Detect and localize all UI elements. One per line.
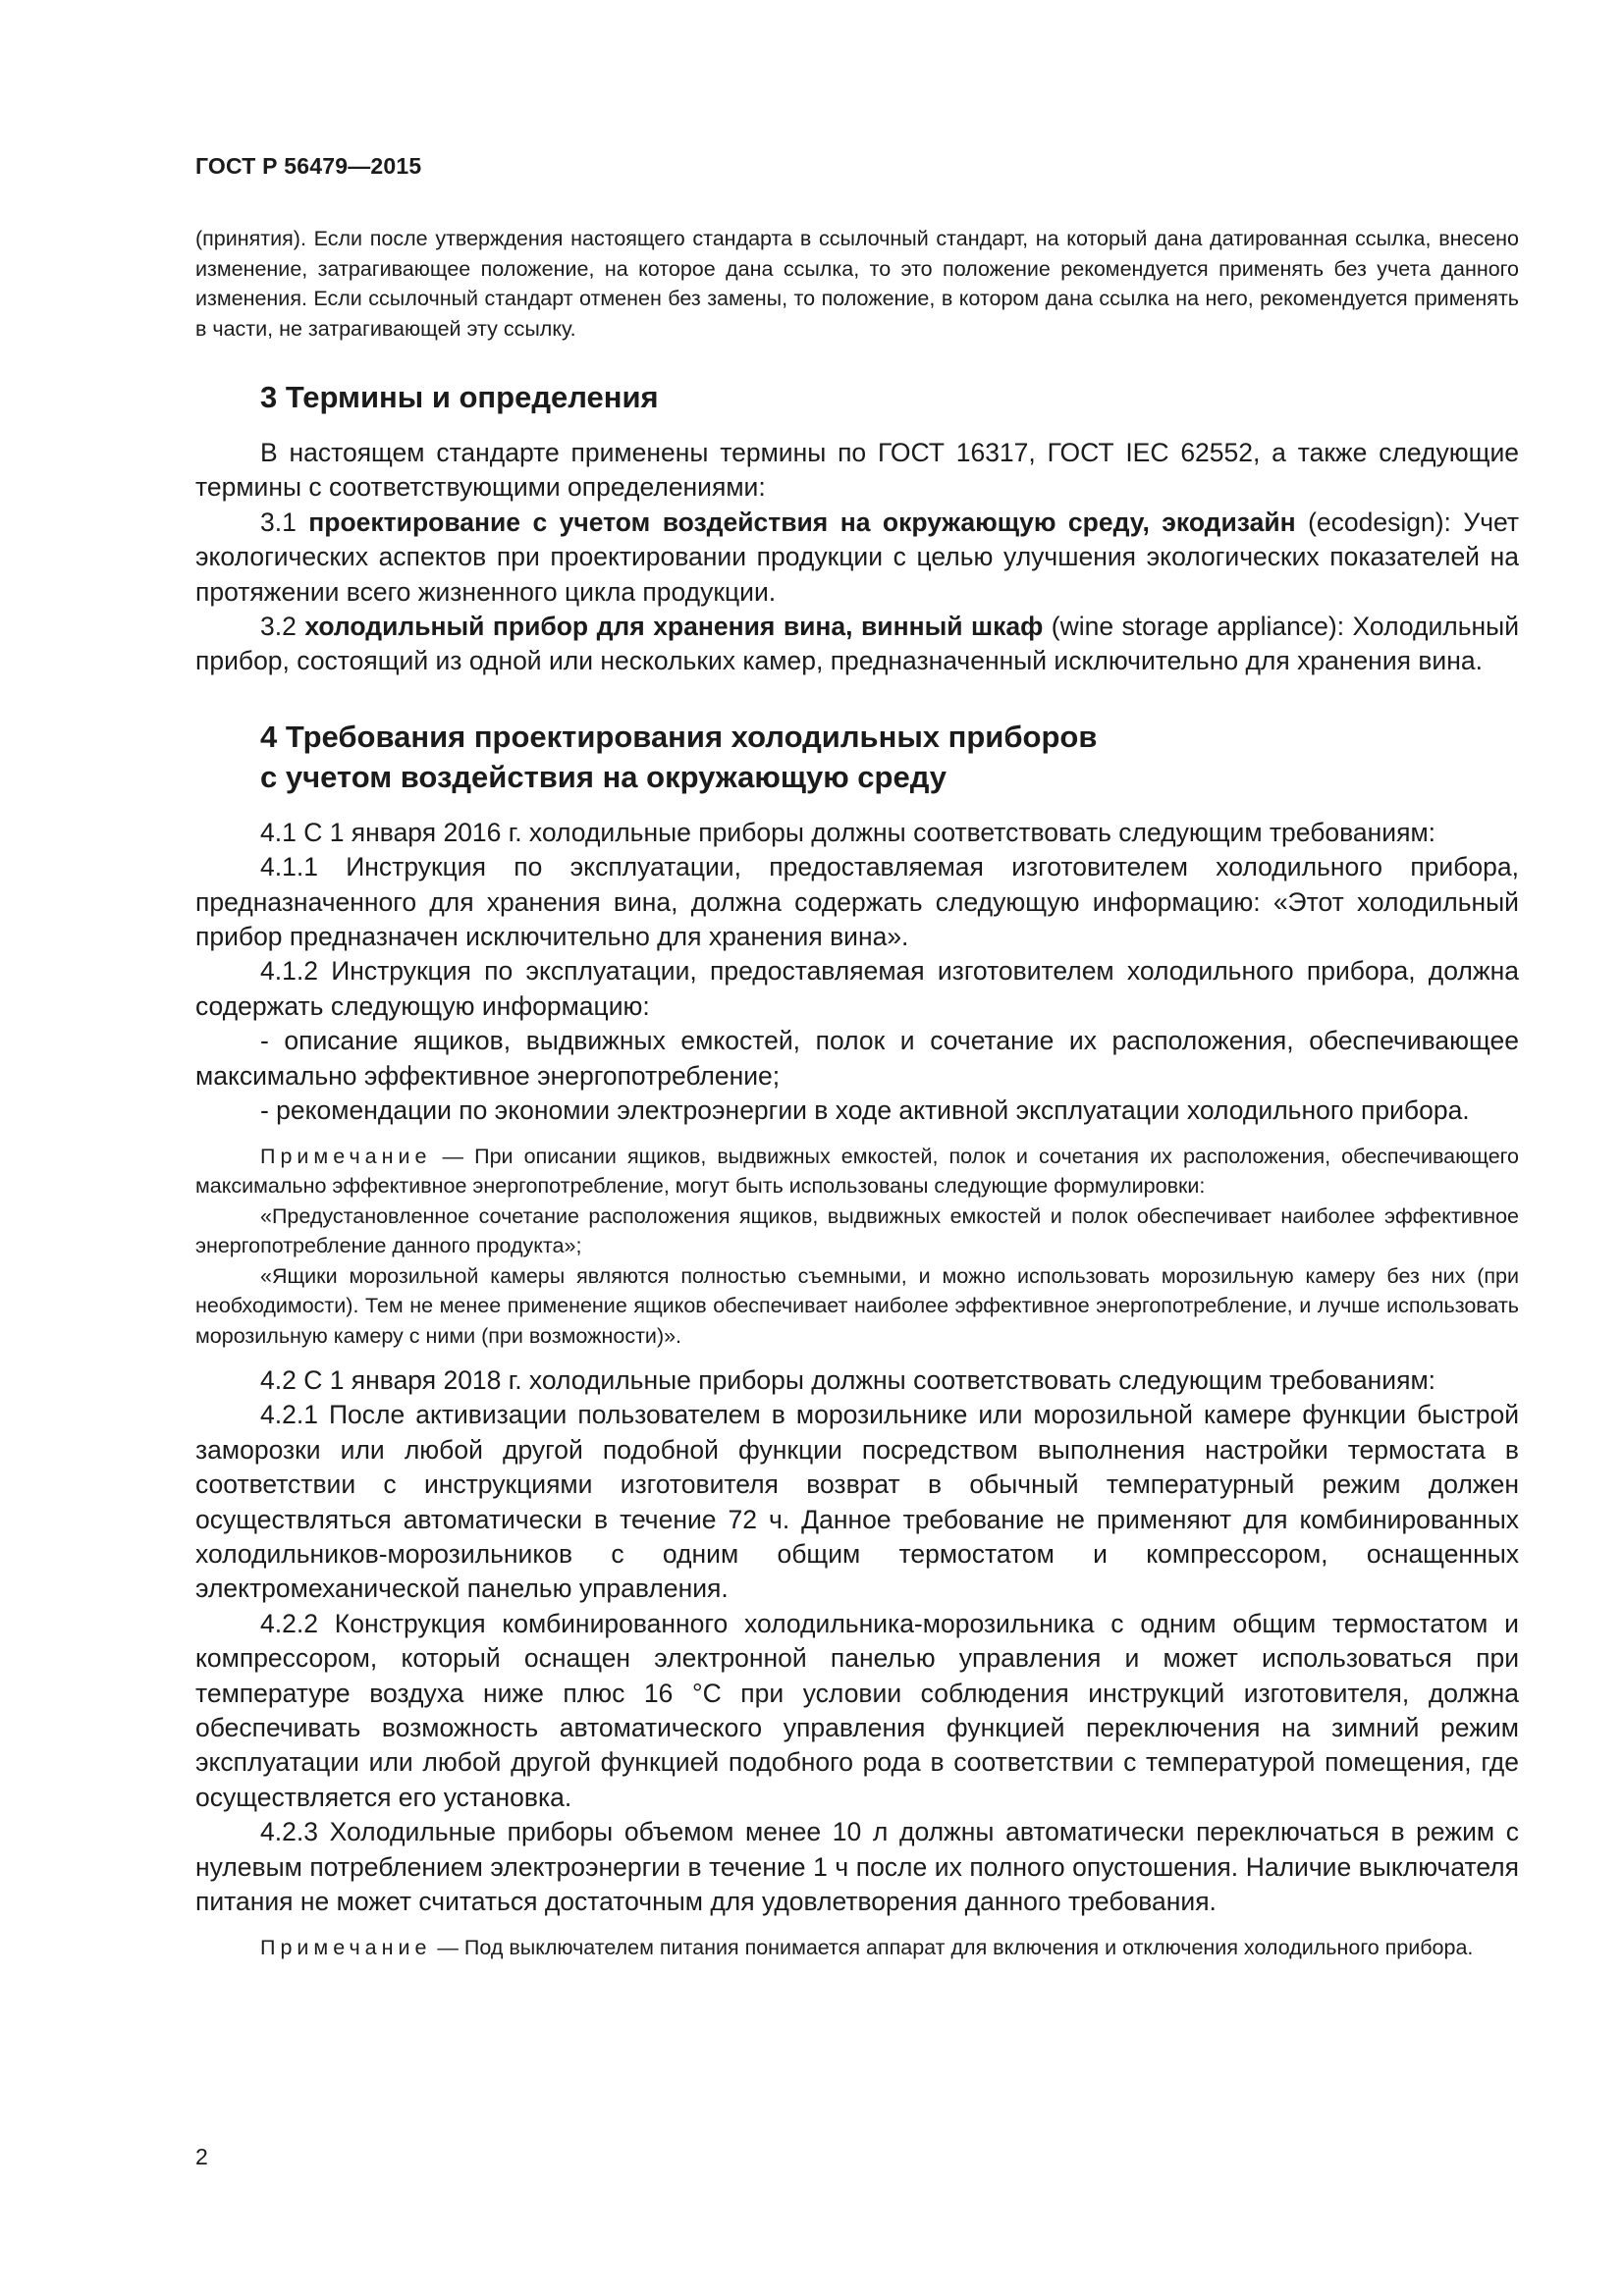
note-text: — Под выключателем питания понимается аппарат для включения и отключения холодильного прибора. <box>431 1935 1474 1959</box>
paragraph-4-2-3: 4.2.3 Холодильные приборы объемом менее 10 л должны автоматически переключаться в режим с нулевым потреблением электроэнергии в течение 1 ч после их полного опустошения. Наличие выключателя питания не может считаться достаточным для удовлетворения данного требования. <box>195 1817 1519 1917</box>
section-3-intro: В настоящем стандарте применены термины по ГОСТ 16317, ГОСТ IEC 62552, а также следующие термины с соответствующими определениями: <box>195 438 1519 503</box>
standard-code-header: ГОСТ Р 56479—2015 <box>195 153 422 179</box>
paragraph-4-2-2: 4.2.2 Конструкция комбинированного холодильника-морозильника с одним общим термостатом и компрессором, который оснащен электронной панелью управления и может использоваться при температуре воздуха ниже плюс 16 °С при условии соблюдения инструкций изготовителя, должна обеспечивать возможность автоматического управления функцией переключения на зимний режим эксплуатации или любой другой функцией подобного рода в соответствии с температурой помещения, где осуществляется его установка. <box>195 1608 1519 1812</box>
paragraph-4-1-1: 4.1.1 Инструкция по эксплуатации, предоставляемая изготовителем холодильного прибора, предназначенного для хранения вина, должна содержать следующую информацию: «Этот холодильный прибор предназначен исключительно для хранения вина». <box>195 852 1519 952</box>
list-item: - рекомендации по экономии электроэнергии в ходе активной эксплуатации холодильного прибора. <box>260 1095 1470 1126</box>
term-name: холодильный прибор для хранения вина, винный шкаф <box>304 612 1044 642</box>
paragraph-4-2: 4.2 С 1 января 2018 г. холодильные приборы должны соответствовать следующим требованиям: <box>260 1365 1436 1395</box>
section-4-title-line-2: с учетом воздействия на окружающую среду <box>260 759 947 794</box>
section-4-title-line-1: 4 Требования проектирования холодильных приборов <box>260 719 1098 754</box>
paragraph-4-1: 4.1 С 1 января 2016 г. холодильные приборы должны соответствовать следующим требованиям: <box>260 817 1436 847</box>
term-definition: (ecodesign): Учет экологических аспектов при проектировании продукции с целью улучшения экологических показателей на протяжении всего жизненного цикла продукции. <box>195 507 1520 607</box>
note-label: Примечание <box>260 1935 432 1959</box>
list-item: - описание ящиков, выдвижных емкостей, полок и сочетание их расположения, обеспечивающее максимально эффективное энергопотребление; <box>195 1026 1519 1091</box>
note-1 <box>195 1142 1519 1201</box>
page-content <box>195 224 1519 1962</box>
page-number: 2 <box>195 2144 208 2169</box>
section-3-title: 3 Термины и определения <box>260 380 659 414</box>
section-4-title <box>195 717 1519 797</box>
note-label: Примечание <box>260 1144 432 1168</box>
term-number: 3.1 <box>260 507 309 537</box>
paragraph-4-1-2: 4.1.2 Инструкция по эксплуатации, предоставляемая изготовителем холодильного прибора, должна содержать следующую информацию: <box>195 956 1519 1021</box>
term-3-1 <box>195 506 1519 610</box>
note-text: — При описании ящиков, выдвижных емкостей, полок и сочетания их расположения, обеспечивающего максимально эффективное энергопотребление, могут быть использованы следующие формулировки: <box>195 1144 1519 1198</box>
term-3-2 <box>195 610 1519 679</box>
note-1-quote-2: «Ящики морозильной камеры являются полностью съемными, и можно использовать морозильную камеру без них (при необходимости). Тем не менее применение ящиков обеспечивает наиболее эффективное энергопотребление, и лучше использовать морозильную камеру с ними (при возможности)». <box>195 1263 1519 1348</box>
term-definition: (wine storage appliance): Холодильный прибор, состоящий из одной или нескольких камер, предназначенный исключительно для хранения вина. <box>195 612 1520 676</box>
intro-paragraph: (принятия). Если после утверждения настоящего стандарта в ссылочный стандарт, на который дана датированная ссылка, внесено изменение, затрагивающее положение, на которое дана ссылка, то это положение рекомендуется применять без учета данного изменения. Если ссылочный стандарт отменен без замены, то положение, в котором дана ссылка на него, рекомендуется применять в части, не затрагивающей эту ссылку. <box>195 227 1519 341</box>
note-2 <box>195 1933 1519 1963</box>
term-number: 3.2 <box>260 612 305 642</box>
note-1-quote-1: «Предустановленное сочетание расположения ящиков, выдвижных емкостей и полок обеспечивает наиболее эффективное энергопотребление данного продукта»; <box>195 1203 1519 1257</box>
term-name: проектирование с учетом воздействия на окружающую среду, экодизайн <box>308 507 1296 537</box>
paragraph-4-2-1: 4.2.1 После активизации пользователем в морозильнике или морозильной камере функции быстрой заморозки или любой другой подобной функции посредством выполнения настройки термостата в соответствии с инструкциями изготовителя возврат в обычный температурный режим должен осуществляться автоматически в течение 72 ч. Данное требование не применяют для комбинированных холодильников-морозильников с одним общим термостатом и компрессором, оснащенных электромеханической панелью управления. <box>195 1400 1519 1604</box>
